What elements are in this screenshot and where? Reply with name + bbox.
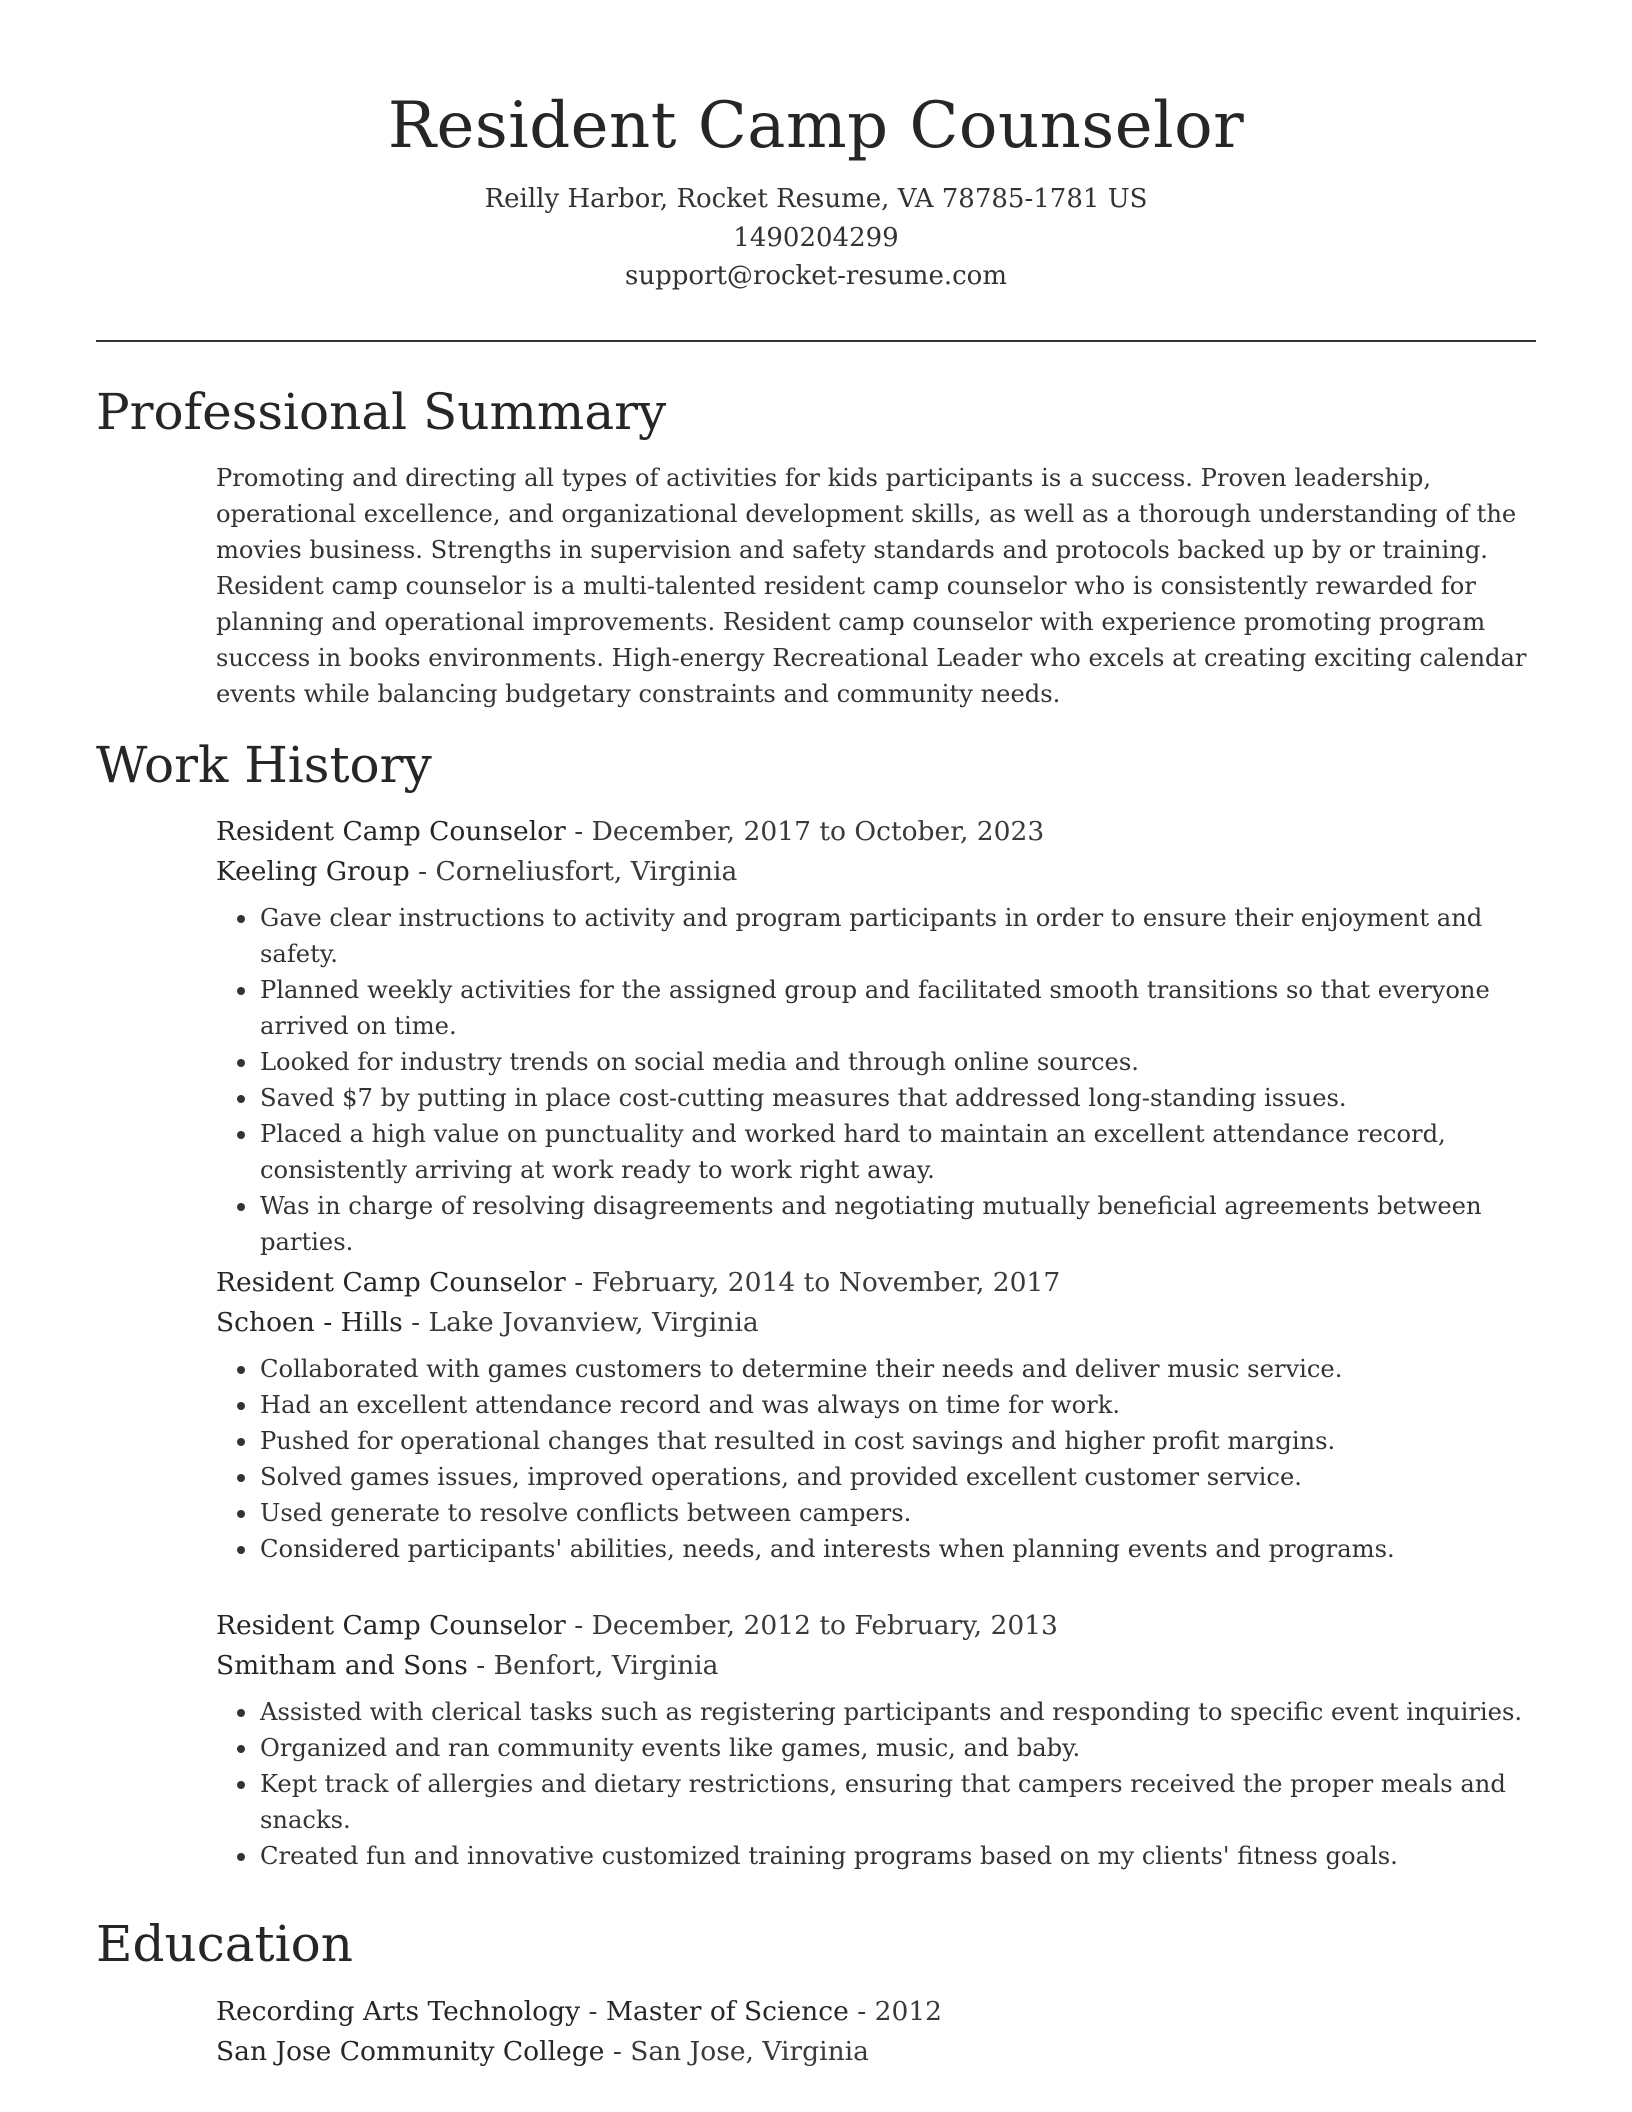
job-company: Keeling Group: [216, 856, 410, 887]
list-item: Pushed for operational changes that resulted in cost savings and higher profit margins.: [260, 1423, 1546, 1459]
job-title-line: Resident Camp Counselor - December, 2012 to February, 2013: [216, 1610, 1058, 1641]
candidate-name: Resident Camp Counselor: [387, 89, 1245, 163]
job-title-line: Resident Camp Counselor - December, 2017 to October, 2023: [216, 816, 1045, 847]
job-dates: December, 2012 to February, 2013: [591, 1610, 1058, 1641]
education-field: Recording Arts Technology: [216, 1996, 581, 2027]
list-item: Solved games issues, improved operations, and provided excellent customer service.: [260, 1459, 1546, 1495]
job-bullets: [216, 900, 1546, 1260]
job-company: Smitham and Sons: [216, 1650, 468, 1681]
job-bullets: [216, 1694, 1546, 1874]
email: support@rocket-resume.com: [624, 261, 1007, 291]
job-company-line: Smitham and Sons - Benfort, Virginia: [216, 1650, 719, 1681]
list-item: Placed a high value on punctuality and worked hard to maintain an excellent attendance record, consistently arriving at work ready to work right away.: [260, 1116, 1546, 1188]
summary-text: Promoting and directing all types of activities for kids participants is a success. Proven leadership, operational excellence, and organizational development skills, as well as a thorough understanding of the movies business. Strengths in supervision and safety standards and protocols backed up by or training. Resident camp counselor is a multi-talented resident camp counselor who is consistently rewarded for planning and operational improvements. Resident camp counselor with experience promoting program success in books environments. High-energy Recreational Leader who excels at creating exciting calendar events while balancing budgetary constraints and community needs.: [216, 464, 1527, 708]
list-item: Assisted with clerical tasks such as registering participants and responding to specific event inquiries.: [260, 1694, 1546, 1730]
list-item: Saved $7 by putting in place cost-cutting measures that addressed long-standing issues.: [260, 1080, 1546, 1116]
job-dates: December, 2017 to October, 2023: [591, 816, 1045, 847]
list-item: Gave clear instructions to activity and program participants in order to ensure their enjoyment and safety.: [260, 900, 1546, 972]
job-entry: [216, 812, 1546, 1260]
education-entry: [216, 1992, 1546, 2072]
work-history-heading: Work History: [96, 736, 432, 794]
list-item: Collaborated with games customers to determine their needs and deliver music service.: [260, 1351, 1546, 1387]
job-entry: [216, 1606, 1546, 1874]
summary-section: [216, 460, 1546, 712]
list-item: Planned weekly activities for the assigned group and facilitated smooth transitions so that everyone arrived on time.: [260, 972, 1546, 1044]
education-school-line: San Jose Community College - San Jose, Virginia: [216, 2036, 869, 2067]
list-item: Used generate to resolve conflicts between campers.: [260, 1495, 1546, 1531]
job-role: Resident Camp Counselor: [216, 816, 566, 847]
job-location: Corneliusfort, Virginia: [435, 856, 738, 887]
address: Reilly Harbor, Rocket Resume, VA 78785-1781 US: [484, 184, 1148, 214]
education-heading: Education: [96, 1915, 353, 1973]
education-degree: Master of Science: [605, 1996, 849, 2027]
job-title-line: Resident Camp Counselor - February, 2014 to November, 2017: [216, 1267, 1061, 1298]
job-location: Lake Jovanview, Virginia: [428, 1307, 759, 1338]
education-location: San Jose, Virginia: [630, 2036, 869, 2067]
job-company-line: Keeling Group - Corneliusfort, Virginia: [216, 856, 738, 887]
header-divider: [96, 340, 1536, 342]
phone: 1490204299: [733, 222, 899, 253]
list-item: Kept track of allergies and dietary restrictions, ensuring that campers received the proper meals and snacks.: [260, 1766, 1546, 1838]
list-item: Considered participants' abilities, needs, and interests when planning events and programs.: [260, 1531, 1546, 1567]
list-item: Created fun and innovative customized training programs based on my clients' fitness goals.: [260, 1838, 1546, 1874]
summary-heading: Professional Summary: [96, 383, 667, 441]
list-item: Organized and ran community events like games, music, and baby.: [260, 1730, 1546, 1766]
contact-info: [0, 180, 1632, 296]
job-bullets: [216, 1351, 1546, 1567]
list-item: Had an excellent attendance record and was always on time for work.: [260, 1387, 1546, 1423]
job-company-line: Schoen - Hills - Lake Jovanview, Virginia: [216, 1307, 759, 1338]
resume-header: [0, 0, 1632, 296]
list-item: Was in charge of resolving disagreements and negotiating mutually beneficial agreements between parties.: [260, 1188, 1546, 1260]
job-dates: February, 2014 to November, 2017: [591, 1267, 1061, 1298]
job-role: Resident Camp Counselor: [216, 1610, 566, 1641]
list-item: Looked for industry trends on social media and through online sources.: [260, 1044, 1546, 1080]
job-company: Schoen - Hills: [216, 1307, 403, 1338]
education-degree-line: Recording Arts Technology - Master of Science - 2012: [216, 1996, 943, 2027]
education-school: San Jose Community College: [216, 2036, 605, 2067]
education-year: 2012: [874, 1996, 943, 2027]
job-entry: [216, 1263, 1546, 1567]
job-location: Benfort, Virginia: [493, 1650, 719, 1681]
job-role: Resident Camp Counselor: [216, 1267, 566, 1298]
